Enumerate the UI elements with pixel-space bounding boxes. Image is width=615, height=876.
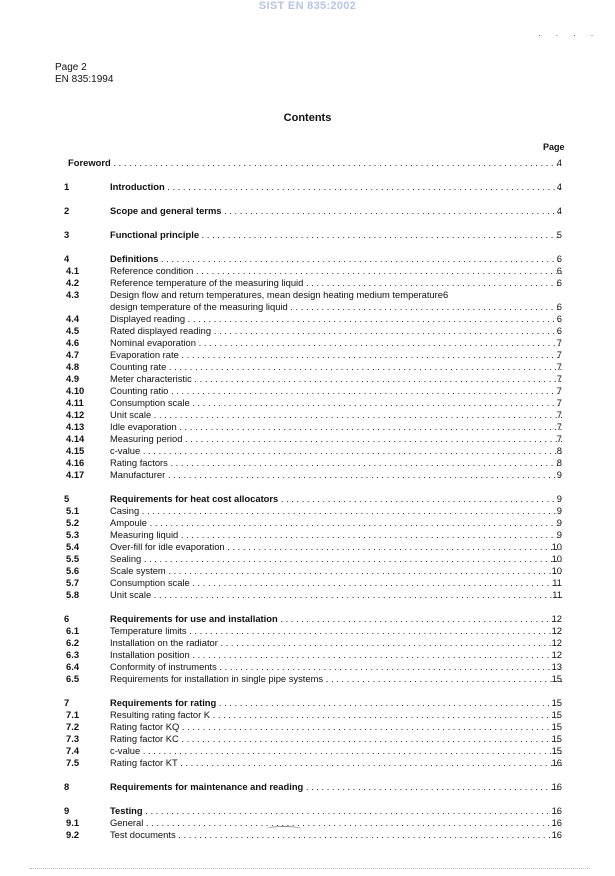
toc-entry-page: 8: [556, 445, 562, 456]
toc-entry-page: 7: [556, 397, 562, 408]
toc-entry-number: 4.17: [66, 469, 85, 480]
toc-entry-number: 4.7: [66, 349, 80, 360]
toc-entry-title: Rating factor KQ . . .: [110, 721, 562, 733]
toc-entry: [0, 541, 615, 553]
toc-entry-page: 11: [552, 589, 562, 600]
toc-entry-title: Requirements for installation in single pipe systems . . .: [110, 673, 562, 685]
toc-entry-title: Over-fill for idle evaporation . . .: [110, 541, 562, 553]
toc-entry: [0, 181, 615, 193]
toc-entry-number: 5.6: [66, 565, 80, 576]
toc-entry: [0, 673, 615, 685]
toc-entry-title: Foreword . . .: [68, 157, 562, 169]
toc-entry-number: 6.2: [66, 637, 80, 648]
toc-entry-page: 16: [551, 829, 562, 840]
toc-entry: [0, 469, 615, 481]
toc-entry: [0, 709, 615, 721]
toc-entry-page: 7: [556, 433, 562, 444]
toc-entry-page: 15: [551, 745, 562, 756]
page-title: Contents: [283, 112, 332, 124]
toc-entry: [0, 325, 615, 337]
toc-entry-title: Functional principle . . .: [110, 229, 562, 241]
toc-entry-number: 9.1: [66, 817, 80, 828]
toc-entry-page: 12: [551, 637, 562, 648]
toc-entry-page: 15: [551, 673, 562, 684]
toc-entry-number: 7.1: [66, 709, 80, 720]
toc-entry-page: 6: [556, 277, 562, 288]
toc-entry-page: 6: [556, 301, 562, 312]
toc-entry-number: 4.1: [66, 265, 80, 276]
standard-id: EN 835:1994: [55, 74, 114, 85]
toc-entry-page: 7: [556, 349, 562, 360]
toc-entry-page: 4: [556, 205, 562, 216]
toc-entry-number: 7.3: [66, 733, 80, 744]
toc-entry-number: 1: [64, 181, 70, 192]
page-header: [55, 62, 113, 86]
toc-entry-title: Nominal evaporation . . .: [110, 337, 562, 349]
toc-entry-title: General . . .: [110, 817, 562, 829]
toc-entry: [0, 445, 615, 457]
toc-entry-number: 4.14: [66, 433, 85, 444]
toc-entry: [0, 493, 615, 505]
toc-entry-number: 7.2: [66, 721, 80, 732]
toc-entry-title: Ampoule . . .: [110, 517, 562, 529]
toc-entry: [0, 373, 615, 385]
toc-entry-page: 12: [551, 625, 562, 636]
toc-entry: [0, 421, 615, 433]
toc-entry-page: 15: [551, 697, 562, 708]
toc-entry-page: 10: [551, 553, 562, 564]
toc-entry-page: 7: [556, 373, 562, 384]
toc-entry-title: Installation position . . .: [110, 649, 562, 661]
toc-entry-number: 4.5: [66, 325, 80, 336]
toc-entry: [0, 289, 615, 301]
toc-entry-title: Requirements for use and installation . . .: [110, 613, 562, 625]
toc-entry: [0, 361, 615, 373]
toc-entry-page: 10: [551, 565, 562, 576]
toc-entry-number: 4: [64, 253, 70, 264]
toc-entry-title: Requirements for rating . . .: [110, 697, 562, 709]
toc-entry-title: Testing . . .: [110, 805, 562, 817]
toc-entry: [0, 829, 615, 841]
toc-entry-page: 7: [556, 421, 562, 432]
scan-smudge: [266, 826, 302, 832]
toc-entry-number: 4.10: [66, 385, 85, 396]
toc-entry-page: 16: [551, 781, 562, 792]
toc-entry: [0, 505, 615, 517]
toc-entry-number: 5.2: [66, 517, 80, 528]
toc-entry: [0, 265, 615, 277]
toc-entry-number: 5.5: [66, 553, 80, 564]
toc-entry: [0, 517, 615, 529]
toc-entry-page: 8: [556, 457, 562, 468]
toc-entry-page: 9: [556, 529, 562, 540]
toc-entry-number: 4.9: [66, 373, 80, 384]
toc-entry-page: 10: [551, 541, 562, 552]
toc-entry-title: Requirements for heat cost allocators . . .: [110, 493, 562, 505]
toc-entry-title: Idle evaporation . . .: [110, 421, 562, 433]
toc-entry-title: Sealing . . .: [110, 553, 562, 565]
toc-entry-page: 12: [551, 649, 562, 660]
toc-entry-title: Resulting rating factor K . . .: [110, 709, 562, 721]
toc-entry-title: Introduction . . .: [110, 181, 562, 193]
toc-entry-number: 5.3: [66, 529, 80, 540]
toc-entry-number: 6.3: [66, 649, 80, 660]
toc-entry-number: 3: [64, 229, 70, 240]
toc-entry-page: 9: [556, 469, 562, 480]
toc-entry: [0, 817, 615, 829]
page-number: Page 2: [55, 62, 87, 73]
toc-entry-number: 7.5: [66, 757, 80, 768]
toc-entry-page: 16: [551, 805, 562, 816]
toc-entry-number: 6: [64, 613, 70, 624]
toc-entry-title: Measuring liquid . . .: [110, 529, 562, 541]
toc-entry: [0, 625, 615, 637]
toc-entry-number: 4.3: [66, 289, 80, 300]
toc-entry: [0, 229, 615, 241]
toc-entry-title: Conformity of instruments . . .: [110, 661, 562, 673]
toc-entry: [0, 157, 615, 169]
toc-entry-title: Reference temperature of the measuring liquid . . .: [110, 277, 562, 289]
toc-entry-page: 6: [556, 325, 562, 336]
toc-entry-title: Consumption scale . . .: [110, 577, 562, 589]
toc-entry-number: 4.8: [66, 361, 80, 372]
toc-entry-page: 7: [556, 361, 562, 372]
toc-entry-number: 5.8: [66, 589, 80, 600]
toc-entry-number: 6.5: [66, 673, 80, 684]
toc-entry: [0, 301, 615, 313]
toc-entry-number: 5.4: [66, 541, 80, 552]
toc-entry-title: Rating factor KT . . .: [110, 757, 562, 769]
toc-entry-number: 4.15: [66, 445, 85, 456]
toc-entry-title: Scale system . . .: [110, 565, 562, 577]
toc-entry: [0, 277, 615, 289]
toc-entry: [0, 349, 615, 361]
toc-entry-title: Rating factors . . .: [110, 457, 562, 469]
toc-entry-page: 12: [551, 613, 562, 624]
toc-entry-page: 9: [556, 505, 562, 516]
toc-entry-number: 7.4: [66, 745, 80, 756]
toc-entry: [0, 613, 615, 625]
toc-entry: [0, 313, 615, 325]
toc-entry: [0, 697, 615, 709]
toc-entry: [0, 733, 615, 745]
toc-entry: [0, 577, 615, 589]
toc-entry-page: 16: [551, 817, 562, 828]
toc-entry: [0, 661, 615, 673]
toc-entry-page: 7: [556, 337, 562, 348]
toc-entry: [0, 805, 615, 817]
toc-entry-title: Counting rate . . .: [110, 361, 562, 373]
toc-entry: [0, 337, 615, 349]
toc-entry-number: 8: [64, 781, 70, 792]
toc-entry-page: 7: [556, 409, 562, 420]
toc-entry-title: Reference condition . . .: [110, 265, 562, 277]
bottom-divider: [30, 868, 590, 869]
toc-entry-page: 11: [552, 577, 562, 588]
toc-entry-number: 5: [64, 493, 70, 504]
toc-entry-title: Test documents . . .: [110, 829, 562, 841]
toc-entry-page: 15: [551, 733, 562, 744]
toc-entry-number: 4.13: [66, 421, 85, 432]
toc-entry-page: 15: [551, 721, 562, 732]
toc-entry-title: Design flow and return temperatures, mean design heating medium temperature6: [110, 289, 449, 300]
toc-entry-title: Manufacturer . . .: [110, 469, 562, 481]
toc-entry-title: Requirements for maintenance and reading . . .: [110, 781, 562, 793]
toc-entry-title: c-value . . .: [110, 445, 562, 457]
toc-entry-number: 2: [64, 205, 70, 216]
toc-entry: [0, 553, 615, 565]
toc-entry: [0, 253, 615, 265]
watermark: SIST EN 835:2002: [258, 0, 357, 12]
toc-entry-page: 6: [556, 265, 562, 276]
toc-entry: [0, 409, 615, 421]
toc-entry: [0, 457, 615, 469]
toc-entry: [0, 565, 615, 577]
toc-entry-title: Casing . . .: [110, 505, 562, 517]
toc-entry-title: Evaporation rate . . .: [110, 349, 562, 361]
toc-entry: [0, 649, 615, 661]
toc-entry: [0, 397, 615, 409]
toc-entry-page: 13: [551, 661, 562, 672]
toc-entry-title: design temperature of the measuring liquid . . .: [110, 301, 562, 313]
toc-entry-number: 4.2: [66, 277, 80, 288]
toc-entry: [0, 205, 615, 217]
toc-entry-title: Displayed reading . . .: [110, 313, 562, 325]
toc-entry: [0, 385, 615, 397]
toc-entry: [0, 781, 615, 793]
toc-entry-title: Definitions . . .: [110, 253, 562, 265]
toc-entry-page: 9: [556, 493, 562, 504]
toc-entry-title: Unit scale . . .: [110, 409, 562, 421]
toc-entry-number: 5.7: [66, 577, 80, 588]
toc-entry-number: 7: [64, 697, 70, 708]
toc-entry: [0, 757, 615, 769]
toc-entry-title: Rated displayed reading . . .: [110, 325, 562, 337]
toc-entry-number: 6.4: [66, 661, 80, 672]
toc-entry-number: 4.4: [66, 313, 80, 324]
toc-entry: [0, 721, 615, 733]
toc-entry-title: Temperature limits . . .: [110, 625, 562, 637]
toc-entry-page: 6: [556, 253, 562, 264]
toc-entry-page: 16: [551, 757, 562, 768]
page-column-label: Page: [543, 142, 565, 152]
toc-entry: [0, 637, 615, 649]
toc-entry-page: 9: [556, 517, 562, 528]
toc-entry-title: Counting ratio . . .: [110, 385, 562, 397]
toc-entry-title: c-value . . .: [110, 745, 562, 757]
toc-entry-page: 7: [556, 385, 562, 396]
toc-entry-number: 4.6: [66, 337, 80, 348]
toc-entry-number: 4.12: [66, 409, 85, 420]
toc-entry-number: 4.16: [66, 457, 85, 468]
toc-entry: [0, 589, 615, 601]
toc-entry: [0, 529, 615, 541]
toc-entry-page: 6: [556, 313, 562, 324]
toc-entry-page: 5: [556, 229, 562, 240]
toc-entry-title: Meter characteristic . . .: [110, 373, 562, 385]
toc-entry-number: 5.1: [66, 505, 80, 516]
toc-entry-page: 4: [556, 181, 562, 192]
toc-entry: [0, 433, 615, 445]
toc-entry-number: 4.11: [66, 397, 84, 408]
toc-entry-page: 4: [556, 157, 562, 168]
toc-entry-title: Unit scale . . .: [110, 589, 562, 601]
toc-entry-title: Measuring period . . .: [110, 433, 562, 445]
scan-specks: · · · ·: [538, 30, 600, 40]
toc-entry-page: 15: [551, 709, 562, 720]
toc-entry-number: 9: [64, 805, 70, 816]
toc-entry-title: Scope and general terms . . .: [110, 205, 562, 217]
toc-entry: [0, 745, 615, 757]
toc-entry-title: Installation on the radiator . . .: [110, 637, 562, 649]
toc-entry-number: 6.1: [66, 625, 80, 636]
toc-entry-title: Rating factor KC . . .: [110, 733, 562, 745]
toc-entry-title: Consumption scale . . .: [110, 397, 562, 409]
toc-entry-number: 9.2: [66, 829, 80, 840]
